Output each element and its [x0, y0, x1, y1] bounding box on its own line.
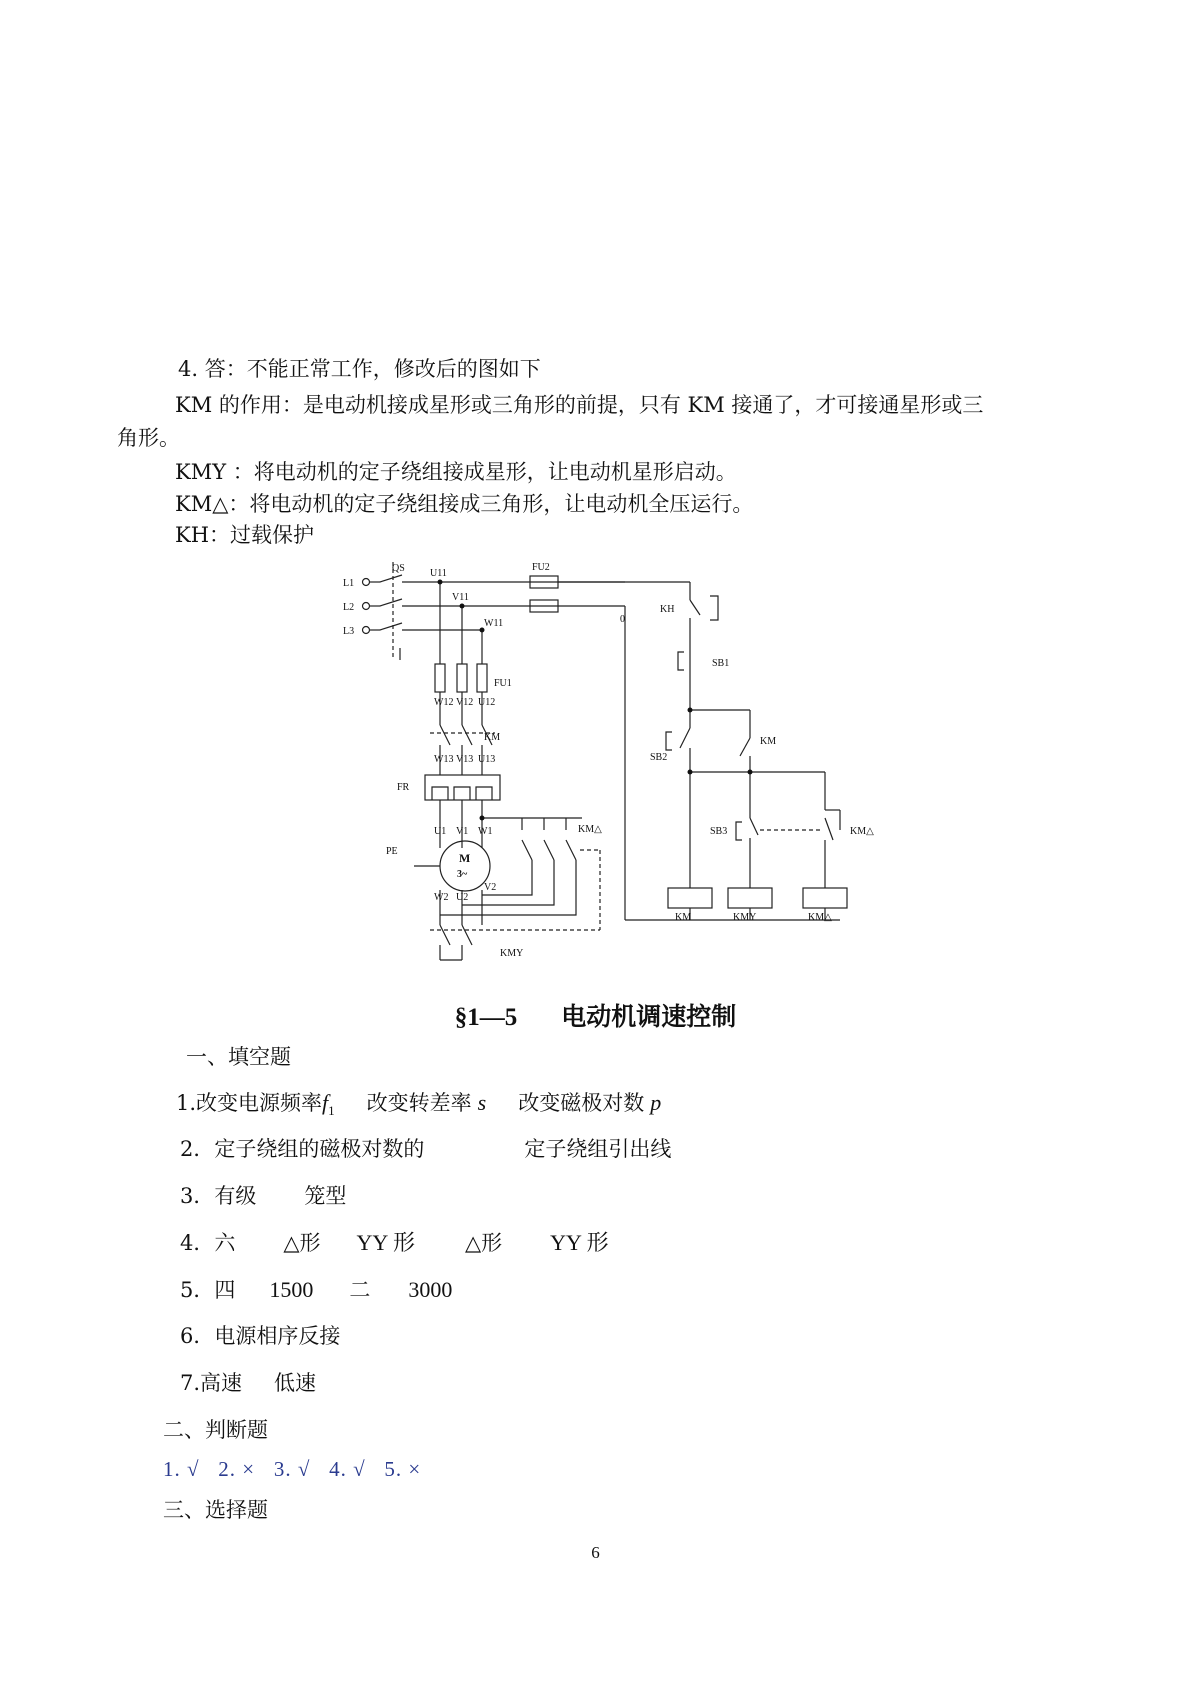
label-u13: U13: [478, 754, 496, 765]
fill-answer-6: 6．电源相序反接: [180, 1324, 341, 1348]
label-qs: QS: [392, 563, 405, 574]
label-kh: KH: [660, 604, 675, 615]
label-v1: V1: [456, 826, 469, 837]
label-sb3: SB3: [710, 826, 728, 837]
label-fu2: FU2: [532, 562, 550, 573]
terminal-l3: [363, 627, 370, 634]
label-fr: FR: [397, 782, 410, 793]
fill-blank-heading: 一、填空题: [186, 1045, 291, 1069]
km-role-line1: KM 的作用：是电动机接成星形或三角形的前提，只有 KM 接通了，才可接通星形或三: [175, 393, 984, 417]
label-w1: W1: [478, 826, 493, 837]
label-u11: U11: [430, 568, 447, 579]
fill-answer-2: 2．定子绕组的磁极对数的 定子绕组引出线: [180, 1137, 672, 1161]
label-kmy-main: KMY: [500, 948, 524, 959]
label-v13: V13: [456, 754, 474, 765]
fill-answer-7: 7.高速 低速: [180, 1371, 317, 1395]
label-fu1: FU1: [494, 678, 512, 689]
judge-answers: 1. √ 2. × 3. √ 4. √ 5. ×: [163, 1457, 422, 1481]
section-title-text: 电动机调速控制: [561, 1004, 737, 1031]
km-role-line2: 角形。: [117, 426, 180, 450]
label-u2: U2: [456, 892, 469, 903]
label-sb1: SB1: [712, 658, 730, 669]
label-w11: W11: [484, 618, 504, 629]
star-delta-circuit-diagram: [343, 556, 895, 970]
label-coil-kmd: KM△: [808, 912, 832, 923]
fill-answer-4: 4．六 △形 YY 形 △形 YY 形: [180, 1230, 609, 1255]
label-v12: V12: [456, 697, 474, 708]
label-km-main: KM: [484, 732, 501, 743]
choice-heading: 三、选择题: [163, 1498, 268, 1522]
label-l3: L3: [343, 626, 355, 637]
terminal-l1: [363, 579, 370, 586]
label-l2: L2: [343, 602, 355, 613]
label-zero: 0: [620, 614, 625, 625]
fill-answer-1: 1.改变电源频率$f_1$ 改变转差率 s 改变磁极对数 p: [176, 1090, 662, 1119]
label-kmd-aux: KM△: [850, 826, 874, 837]
label-km-aux: KM: [760, 736, 777, 747]
section-title: [0, 997, 1191, 1033]
label-motor-m: M: [459, 851, 471, 865]
fill-answer-3: 3．有级 笼型: [180, 1184, 347, 1208]
terminal-l2: [363, 603, 370, 610]
page-number: 6: [591, 1543, 600, 1562]
label-u12: U12: [478, 697, 496, 708]
label-motor-3ph: 3~: [457, 869, 468, 880]
label-v2: V2: [484, 882, 497, 893]
kmy-role: KMY ：将电动机的定子绕组接成星形，让电动机星形启动。: [175, 460, 737, 484]
label-coil-km: KM: [675, 912, 692, 923]
kh-role: KH：过载保护: [175, 523, 315, 547]
label-v11: V11: [452, 592, 469, 603]
label-w12: W12: [434, 697, 454, 708]
motor-symbol: [440, 841, 490, 891]
answer4-intro: 4. 答：不能正常工作，修改后的图如下: [178, 357, 541, 381]
label-u1: U1: [434, 826, 447, 837]
judge-heading: 二、判断题: [163, 1418, 268, 1442]
label-w2: W2: [434, 892, 449, 903]
section-number: §1—5: [454, 1004, 518, 1031]
fill-answer-5: 5．四 1500 二 3000: [180, 1277, 453, 1302]
label-sb2: SB2: [650, 752, 668, 763]
label-l1: L1: [343, 578, 355, 589]
label-w13: W13: [434, 754, 454, 765]
kmd-role: KM△：将电动机的定子绕组接成三角形，让电动机全压运行。: [175, 492, 754, 516]
label-pe: PE: [386, 846, 398, 857]
label-kmd-main: KM△: [578, 824, 602, 835]
label-coil-kmy: KMY: [733, 912, 757, 923]
